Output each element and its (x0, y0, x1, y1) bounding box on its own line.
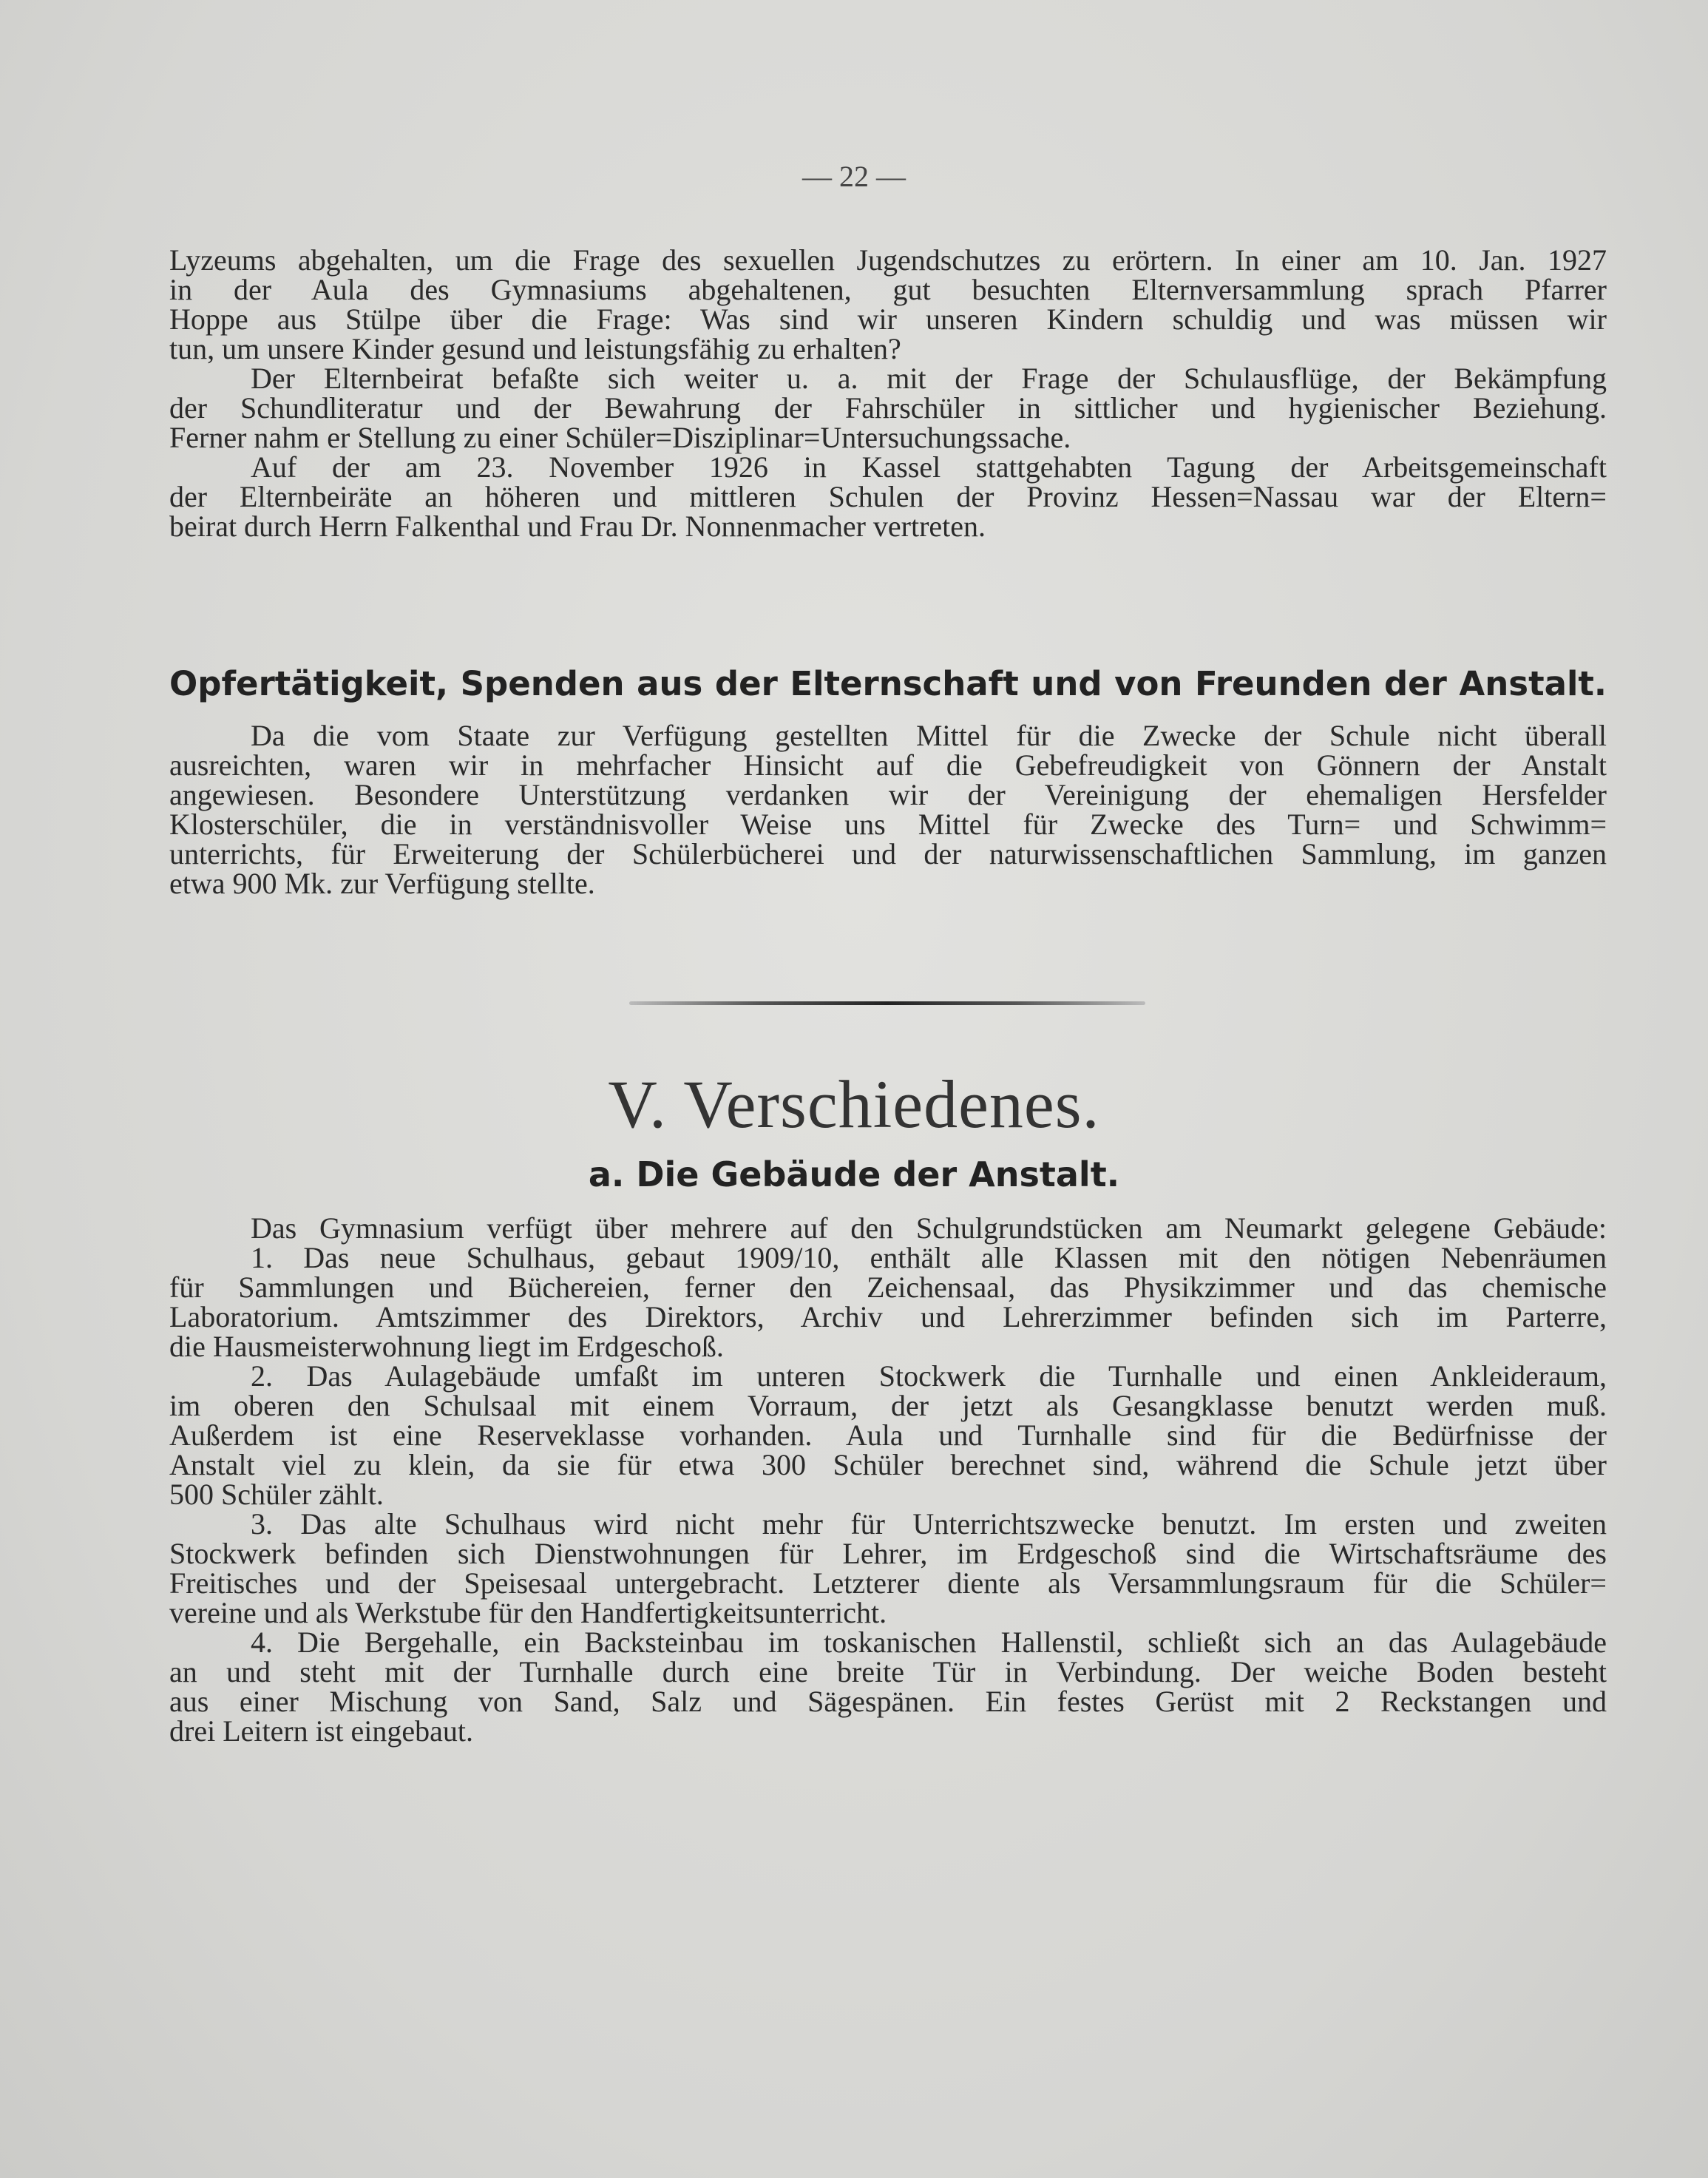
text-line: tun, um unsere Kinder gesund und leistungsfähig zu erhalten? (169, 332, 901, 365)
text-line: an und steht mit der Turnhalle durch eine breite Tür in Verbindung. Der weiche Boden besteht (169, 1655, 1607, 1688)
text-line: aus einer Mischung von Sand, Salz und Sägespänen. Ein festes Gerüst mit 2 Reckstangen und (169, 1685, 1607, 1718)
text-line: Da die vom Staate zur Verfügung gestellten Mittel für die Zwecke der Schule nicht überall (251, 719, 1607, 752)
text-line: Lyzeums abgehalten, um die Frage des sexuellen Jugendschutzes zu erörtern. In einer am 10. Jan. 1927 (169, 243, 1607, 277)
text-line: 500 Schüler zählt. (169, 1478, 384, 1511)
text-line: 4. Die Bergehalle, ein Backsteinbau im toskanischen Hallenstil, schließt sich an das Aulagebäude (251, 1626, 1607, 1659)
text-line: unterrichts, für Erweiterung der Schülerbücherei und der naturwissenschaftlichen Sammlung, im ganzen (169, 837, 1607, 870)
text-line: 1. Das neue Schulhaus, gebaut 1909/10, enthält alle Klassen mit den nötigen Nebenräumen (251, 1241, 1607, 1274)
text-line: 3. Das alte Schulhaus wird nicht mehr für Unterrichtszwecke benutzt. Im ersten und zweiten (251, 1507, 1607, 1541)
text-line: Auf der am 23. November 1926 in Kassel stattgehabten Tagung der Arbeitsgemeinschaft (251, 450, 1607, 484)
text-line: Ferner nahm er Stellung zu einer Schüler=Disziplinar=Untersuchungssache. (169, 421, 1071, 454)
text-line: beirat durch Herrn Falkenthal und Frau Dr. Nonnenmacher vertreten. (169, 510, 986, 543)
text-line: Außerdem ist eine Reserveklasse vorhanden. Aula und Turnhalle sind für die Bedürfnisse der (169, 1418, 1607, 1452)
text-line: drei Leitern ist eingebaut. (169, 1714, 473, 1748)
section-heading-donations: Opfertätigkeit, Spenden aus der Elternschaft und von Freunden der Anstalt. (169, 664, 1607, 703)
section-subtitle: a. Die Gebäude der Anstalt. (588, 1154, 1120, 1194)
text-line: die Hausmeisterwohnung liegt im Erdgeschoß. (169, 1330, 724, 1363)
text-line: ausreichten, waren wir in mehrfacher Hinsicht auf die Gebefreudigkeit von Gönnern der Anstalt (169, 748, 1607, 782)
paragraphs-parents-council (169, 240, 1607, 543)
text-line: Das Gymnasium verfügt über mehrere auf den Schulgrundstücken am Neumarkt gelegene Gebäude: (251, 1211, 1607, 1245)
page-number: — 22 — (802, 160, 906, 193)
chapter-title: V. Verschiedenes. (608, 1066, 1100, 1142)
text-line: angewiesen. Besondere Unterstützung verdanken wir der Vereinigung der ehemaligen Hersfelder (169, 778, 1607, 811)
text-line: Der Elternbeirat befaßte sich weiter u. a. mit der Frage der Schulausflüge, der Bekämpfung (251, 362, 1607, 395)
text-line: vereine und als Werkstube für den Handfertigkeitsunterricht. (169, 1596, 887, 1629)
text-line: Laboratorium. Amtszimmer des Direktors, Archiv und Lehrerzimmer befinden sich im Parterre, (169, 1300, 1607, 1333)
text-line: etwa 900 Mk. zur Verfügung stellte. (169, 867, 595, 900)
text-line: der Elternbeiräte an höheren und mittleren Schulen der Provinz Hessen=Nassau war der Eltern= (169, 480, 1607, 513)
text-line: im oberen den Schulsaal mit einem Vorraum, der jetzt als Gesangklasse benutzt werden muß. (169, 1389, 1607, 1422)
text-line: für Sammlungen und Büchereien, ferner den Zeichensaal, das Physikzimmer und das chemische (169, 1271, 1607, 1304)
text-line: in der Aula des Gymnasiums abgehaltenen, gut besuchten Elternversammlung sprach Pfarrer (169, 273, 1607, 306)
text-line: Anstalt viel zu klein, da sie für etwa 300 Schüler berechnet sind, während die Schule jetzt über (169, 1448, 1607, 1481)
paragraph-donations (169, 716, 1607, 900)
decorative-divider (629, 1001, 1145, 1005)
text-line: Klosterschüler, die in verständnisvoller Weise uns Mittel für Zwecke des Turn= und Schwimm= (169, 808, 1607, 841)
text-line: Stockwerk befinden sich Dienstwohnungen für Lehrer, im Erdgeschoß sind die Wirtschaftsräume des (169, 1537, 1607, 1570)
text-line: Freitisches und der Speisesaal untergebracht. Letzterer diente als Versammlungsraum für die Schüler= (169, 1566, 1607, 1600)
text-line: 2. Das Aulagebäude umfaßt im unteren Stockwerk die Turnhalle und einen Ankleideraum, (251, 1359, 1607, 1393)
text-line: der Schundliteratur und der Bewahrung der Fahrschüler in sittlicher und hygienischer Beziehung. (169, 391, 1607, 425)
text-line: Hoppe aus Stülpe über die Frage: Was sind wir unseren Kindern schuldig und was müssen wir (169, 302, 1607, 336)
paragraphs-buildings (169, 1207, 1607, 1748)
